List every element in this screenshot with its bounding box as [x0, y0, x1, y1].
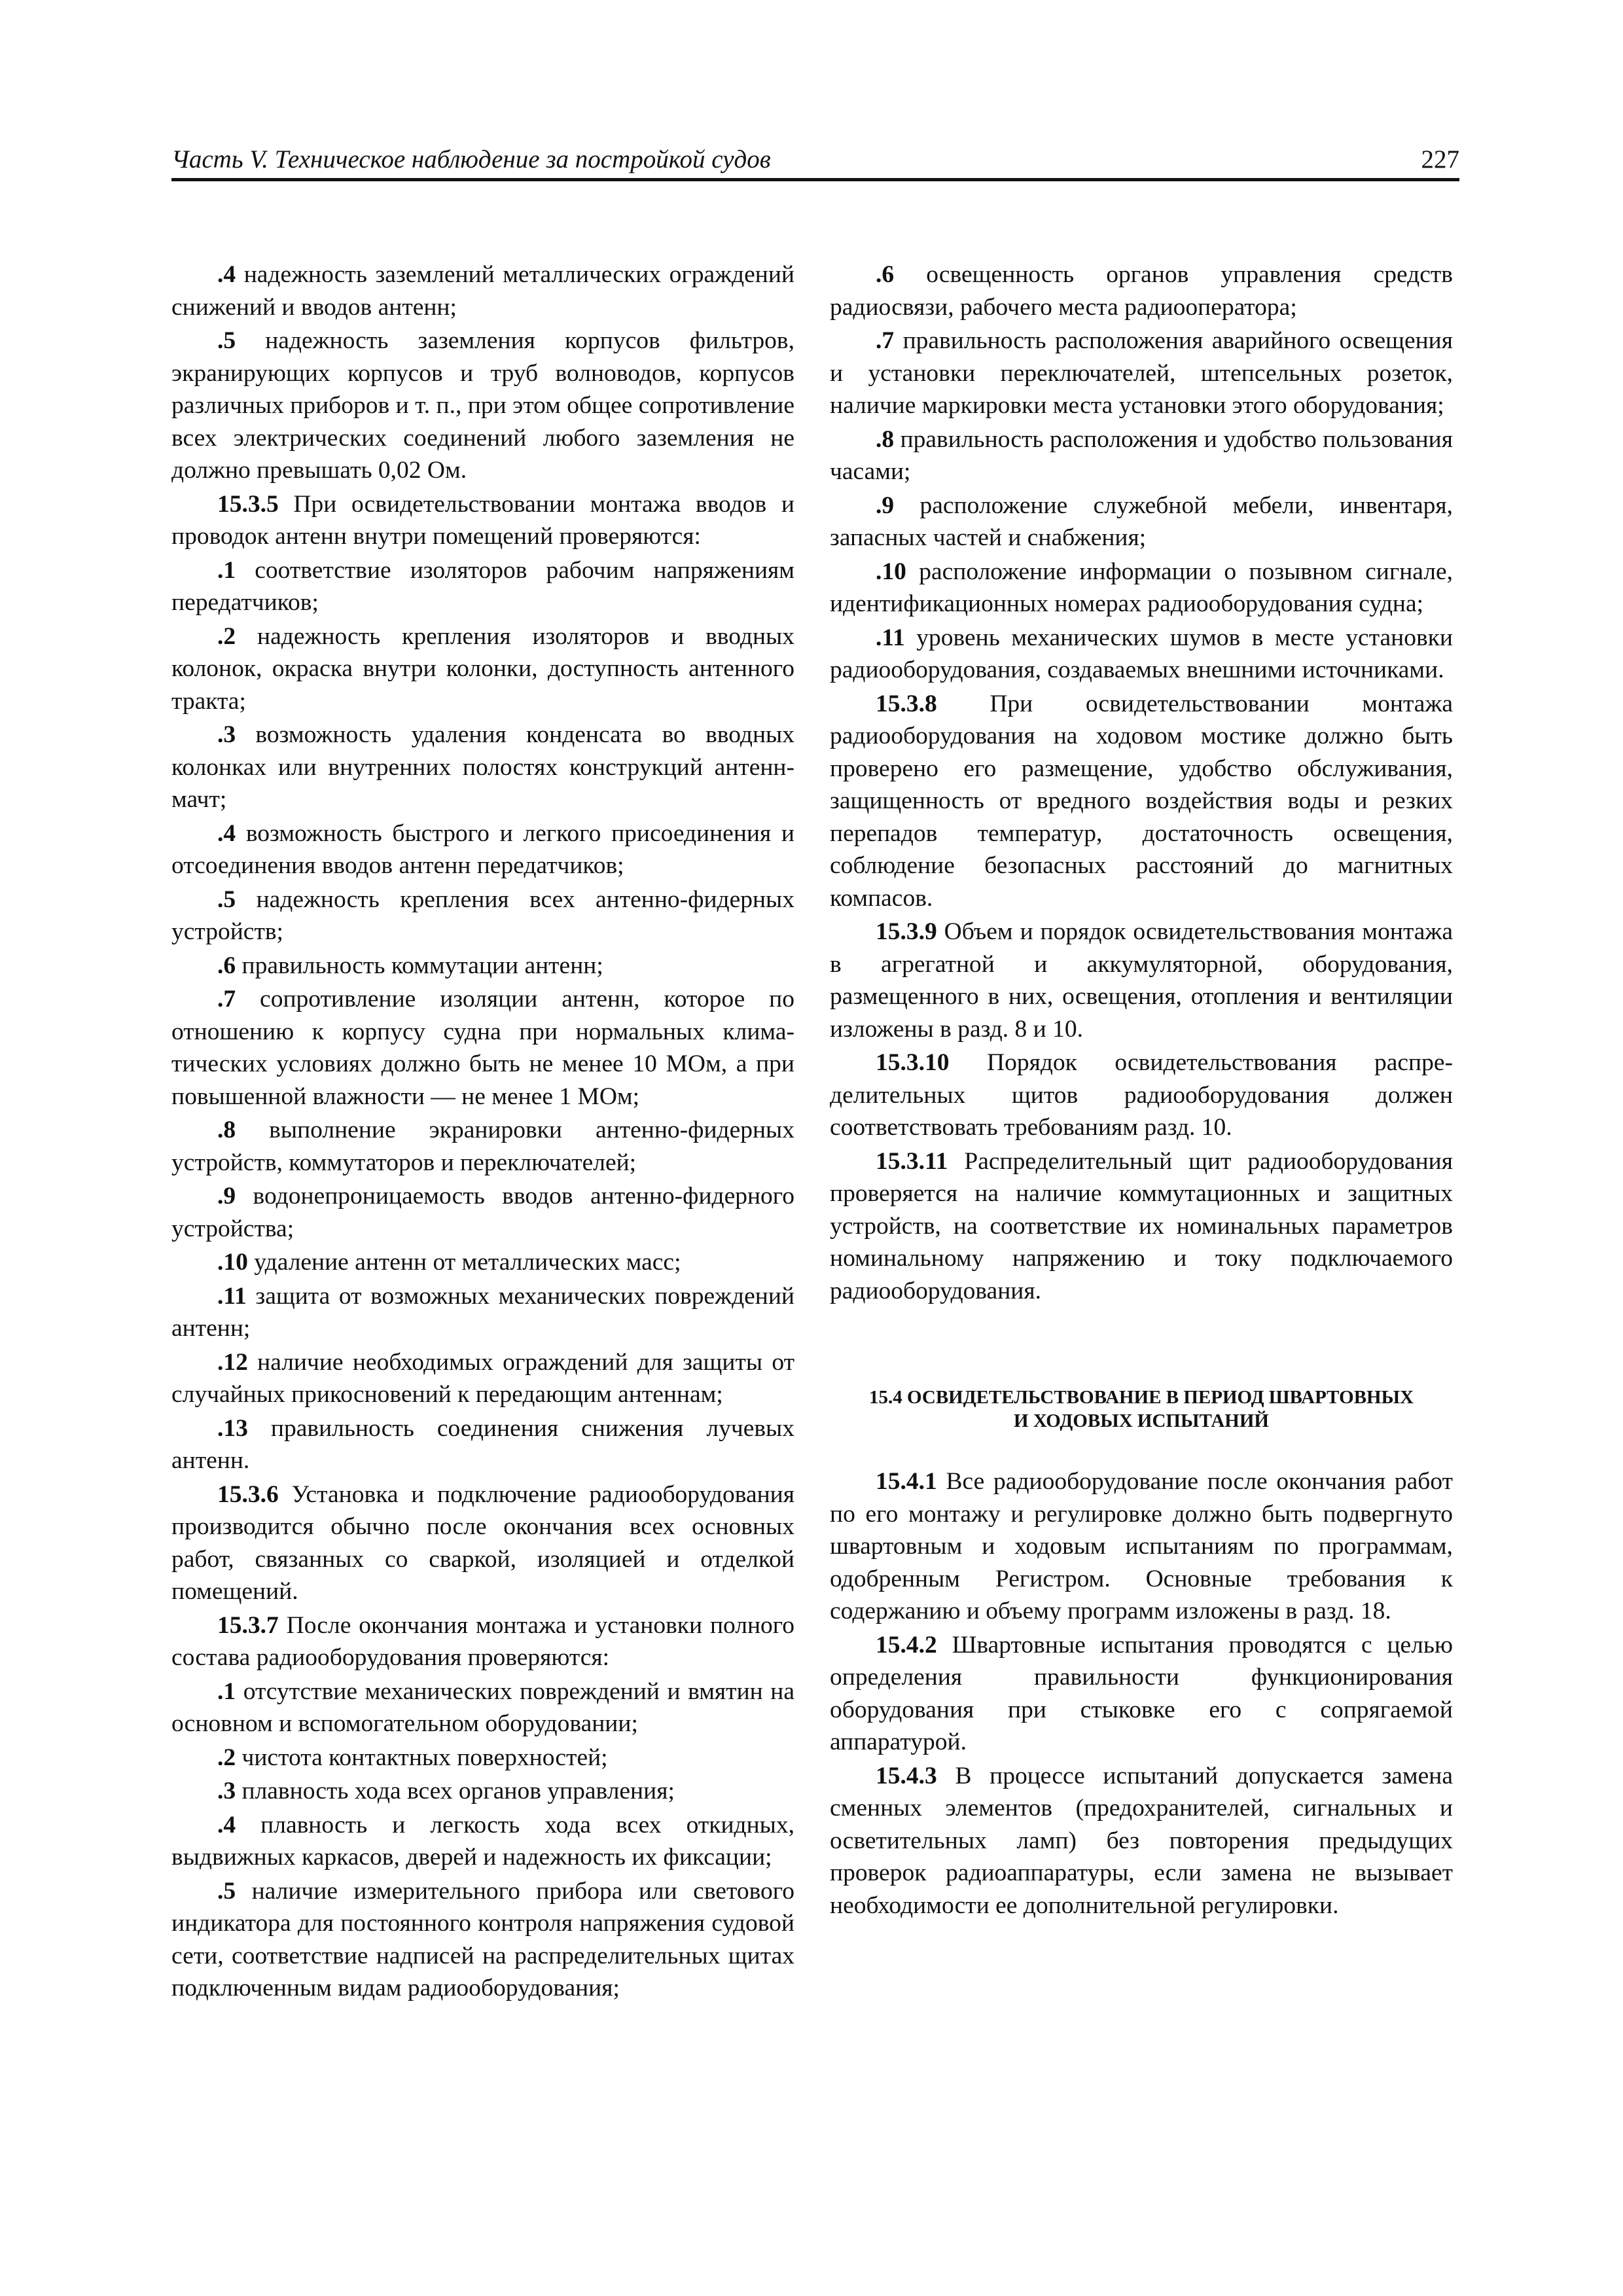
paragraph-text: При освидетельствовании монтажа радиооборудования на ходовом мостике должно быть проверено его размещение, удобство обслуживания, защищенность от вредного воздействия воды и резких перепадов температур, достаточность освещения, соблюдение безопасных расстояний до магнитных компасов. [830, 690, 1453, 912]
paragraph-text: плавность и легкость хода всех откидных, выдвижных каркасов, дверей и надежность их фиксации; [171, 1811, 794, 1871]
paragraph-number: .3 [217, 721, 236, 748]
paragraph [830, 423, 1453, 488]
paragraph-text: возможность быстрого и легкого присоединения и отсоединения вводов антенн передатчиков; [171, 819, 794, 879]
paragraph [830, 1629, 1453, 1759]
paragraph-text: отсутствие механических повреждений и вмятин на основном и вспомогательном оборудовании; [171, 1677, 794, 1737]
paragraph-text: освещенность органов управления средств радиосвязи, рабочего места радиооператора; [830, 261, 1453, 321]
paragraph-text: При освидетельствовании монтажа вводов и проводок антенн внутри помещений проверяются: [171, 490, 794, 550]
paragraph [171, 1609, 794, 1674]
paragraph-text: надежность заземления корпусов фильтров, экранирующих корпусов и труб волноводов, корпусов различных приборов и т. п., при этом общее сопротивление всех электрических соединений любого заземления не должно превышать 0,02 Ом. [171, 327, 794, 484]
paragraph-number: .11 [876, 624, 905, 651]
paragraph [171, 719, 794, 816]
paragraph [171, 1412, 794, 1477]
section-heading [830, 1386, 1453, 1433]
paragraph-text: После окончания монтажа и установки полного состава радиооборудования проверяются: [171, 1611, 794, 1671]
paragraph-number: .2 [217, 622, 236, 650]
paragraph-text: расположение информации о позывном сигнале, идентификационных номерах радиооборудования судна; [830, 558, 1453, 617]
paragraph [171, 488, 794, 553]
section-heading-line-1: 15.4 ОСВИДЕТЕЛЬСТВОВАНИЕ В ПЕРИОД ШВАРТОВНЫХ [868, 1387, 1414, 1408]
paragraph [171, 950, 794, 982]
paragraph [830, 1465, 1453, 1628]
paragraph [171, 1246, 794, 1279]
paragraph-number: .7 [217, 986, 236, 1013]
paragraph-number: .6 [876, 261, 895, 288]
paragraph [171, 983, 794, 1113]
paragraph-text: правильность соединения снижения лучевых антенн. [171, 1414, 794, 1474]
right-column-upper [830, 259, 1453, 1307]
paragraph-text: удаление антенн от металлических масс; [247, 1249, 681, 1276]
paragraph-number: .9 [217, 1183, 236, 1210]
paragraph-text: соответствие изоляторов рабочим напряжениям передатчиков; [171, 556, 794, 616]
paragraph-number: 15.3.10 [876, 1049, 950, 1076]
paragraph-text: Объем и порядок освидетельствования монтажа в агрегатной и аккумуляторной, оборудования, размещенного в них, освещения, отопления и вентиляции изложены в разд. 8 и 10. [830, 918, 1453, 1043]
paragraph-text: сопротивление изоляции антенн, которое по отношению к корпусу судна при нормальных климатических условиях должно быть не менее 10 МОм, а при повышенной влажности — не менее 1 МОм; [171, 986, 794, 1110]
paragraph [171, 1346, 794, 1411]
paragraph-number: 15.4.1 [876, 1468, 937, 1495]
paragraph [171, 620, 794, 718]
paragraph-number: .9 [876, 492, 895, 519]
paragraph-text: правильность коммутации антенн; [236, 952, 603, 979]
paragraph-number: .3 [217, 1778, 236, 1804]
paragraph-number: .1 [217, 1677, 236, 1705]
paragraph [171, 1114, 794, 1179]
paragraph [830, 1760, 1453, 1922]
paragraph [171, 1742, 794, 1774]
paragraph [830, 1047, 1453, 1144]
paragraph [171, 1875, 794, 2005]
paragraph-number: .4 [217, 819, 236, 847]
paragraph-number: .5 [217, 886, 236, 913]
paragraph-text: правильность расположения аварийного освещения и установки переключателей, штепсельных розеток, наличие маркировки места установки этого оборудования; [830, 327, 1453, 419]
paragraph [171, 817, 794, 882]
paragraph [171, 1180, 794, 1245]
paragraph-number: .12 [217, 1348, 248, 1376]
paragraph [171, 554, 794, 619]
paragraph-text: наличие необходимых ограждений для защиты от случайных прикосновений к передающим антеннам; [171, 1348, 794, 1408]
paragraph-text: Швартовные испытания проводятся с целью определения правильности функционирования оборудования при стыковке его с сопрягаемой аппаратурой. [830, 1631, 1453, 1755]
running-header-title: Часть V. Техническое наблюдение за постройкой судов [171, 145, 771, 173]
paragraph-number: 15.3.11 [876, 1147, 948, 1175]
paragraph-number: .10 [217, 1249, 248, 1276]
paragraph [830, 259, 1453, 323]
paragraph-text: плавность хода всех органов управления; [236, 1778, 675, 1804]
paragraph-number: 15.3.6 [217, 1480, 279, 1508]
paragraph-number: 15.4.2 [876, 1631, 937, 1659]
paragraph-number: .8 [217, 1117, 236, 1143]
paragraph [171, 1479, 794, 1608]
running-header [171, 139, 1459, 181]
paragraph-text: чистота контактных поверхностей; [236, 1744, 608, 1771]
paragraph-number: .10 [876, 558, 906, 585]
paragraph [830, 1145, 1453, 1308]
paragraph-text: надежность крепления изоляторов и вводных колонок, окраска внутри колонки, доступность антенного тракта; [171, 622, 794, 715]
paragraph-number: 15.3.9 [876, 918, 937, 945]
right-column [830, 259, 1453, 1923]
paragraph-number: .5 [217, 327, 236, 354]
paragraph-number: .7 [876, 327, 895, 354]
paragraph [171, 884, 794, 948]
paragraph-number: 15.3.5 [217, 490, 279, 518]
paragraph [171, 259, 794, 323]
paragraph-text: Порядок освидетельствования распределительных щитов радиооборудования должен соответствовать требованиям разд. 10. [830, 1049, 1453, 1141]
paragraph-number: .11 [217, 1282, 247, 1310]
paragraph-text: расположение служебной мебели, инвентаря, запасных частей и снабжения; [830, 492, 1453, 551]
paragraph-number: .6 [217, 952, 236, 979]
left-column [171, 259, 794, 2006]
paragraph-number: .8 [876, 425, 895, 453]
paragraph-number: 15.4.3 [876, 1762, 937, 1789]
paragraph-text: Установка и подключение радиооборудования производится обычно после окончания всех основных работ, связанных со сваркой, изоляцией и отделкой помещений. [171, 1480, 794, 1605]
paragraph-text: надежность крепления всех антенно-фидерных устройств; [171, 886, 794, 945]
paragraph-number: .2 [217, 1744, 236, 1771]
paragraph-text: водонепроницаемость вводов антенно-фидерного устройства; [171, 1183, 794, 1242]
paragraph-text: выполнение экранировки антенно-фидерных устройств, коммутаторов и переключателей; [171, 1117, 794, 1176]
paragraph-number: .13 [217, 1414, 248, 1442]
paragraph [830, 688, 1453, 915]
paragraph [171, 325, 794, 487]
paragraph-number: .5 [217, 1877, 236, 1905]
paragraph [171, 1775, 794, 1808]
paragraph-text: Все радиооборудование после окончания работ по его монтажу и регулировке должно быть подвергнуто швартовным и ходовым испытаниям по программам, одобренным Регистром. Основные требования к содержанию и объему программ изложены в разд. 18. [830, 1468, 1453, 1624]
paragraph [830, 325, 1453, 422]
paragraph-text: наличие измерительного прибора или светового индикатора для постоянного контроля напряжения судовой сети, соответствие надписей на распределительных щитах подключенным видам радиооборудования; [171, 1877, 794, 2001]
paragraph [171, 1280, 794, 1345]
paragraph-text: защита от возможных механических повреждений антенн; [171, 1282, 794, 1342]
paragraph-text: правильность расположения и удобство пользования часами; [830, 425, 1453, 485]
paragraph-text: надежность заземлений металлических ограждений снижений и вводов антенн; [171, 261, 794, 321]
paragraph-text: В процессе испытаний допускается замена сменных элементов (предохранителей, сигнальных и осветительных ламп) без повторения предыдущих проверок радиоаппаратуры, если замена не вызывает необходимости ее дополнительной регулировки. [830, 1762, 1453, 1919]
paragraph [830, 490, 1453, 554]
paragraph-number: 15.3.8 [876, 690, 937, 717]
section-heading-line-2: И ХОДОВЫХ ИСПЫТАНИЙ [1014, 1410, 1269, 1431]
paragraph-number: .4 [217, 1811, 236, 1839]
paragraph [830, 556, 1453, 620]
paragraph [830, 916, 1453, 1045]
paragraph-number: 15.3.7 [217, 1611, 279, 1639]
paragraph-number: .1 [217, 556, 236, 584]
paragraph [830, 622, 1453, 687]
paragraph [171, 1809, 794, 1874]
paragraph-text: возможность удаления конденсата во вводных колонках или внутренних полостях конструкций антенн-мачт; [171, 721, 794, 813]
right-column-lower [830, 1465, 1453, 1922]
paragraph-text: Распределительный щит радиооборудования проверяется на наличие коммутационных и защитных устройств, на соответствие их номинальных параметров номинальному напряжению и току подключаемого радиооборудования. [830, 1147, 1453, 1304]
paragraph-text: уровень механических шумов в месте установки радиооборудования, создаваемых внешними источниками. [830, 624, 1453, 683]
paragraph-number: .4 [217, 261, 236, 288]
page-number: 227 [1421, 145, 1459, 173]
paragraph [171, 1676, 794, 1740]
